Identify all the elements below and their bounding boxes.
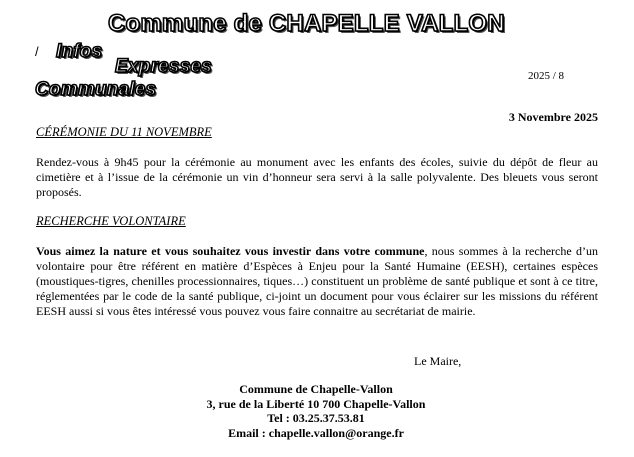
section-text-recherche: , nous sommes à la recherche d’un volontaire pour être référent en matière d’Espèces à Enjeu pour la Santé Humaine (EESH), certaines espèces (moustiques-tigres, chenilles processionnaires, tiques…) constituent un problème de santé publique et sont à ce titre, réglementées par le code de la santé publique, ci-joint un document pour vous éclairer sur les missions du référent EESH aussi si vous êtes intéressé vous pouvez vous faire connaitre au secrétariat de mairie. <box>36 244 598 318</box>
section-lead-recherche: Vous aimez la nature et vous souhaitez vous investir dans votre commune <box>36 244 425 258</box>
signature: Le Maire, <box>414 354 462 368</box>
contact-block <box>140 382 492 440</box>
contact-phone: Tel : 03.25.37.53.81 <box>267 411 365 425</box>
section-heading-recherche: RECHERCHE VOLONTAIRE <box>36 214 186 228</box>
banner-expresses: Expresses <box>115 56 212 77</box>
publication-date: 3 Novembre 2025 <box>508 110 598 124</box>
contact-address: 3, rue de la Liberté 10 700 Chapelle-Vallon <box>206 396 426 411</box>
slash-mark: / <box>35 44 39 59</box>
banner-infos: Infos <box>56 41 103 62</box>
section-body-ceremonie: Rendez-vous à 9h45 pour la cérémonie au monument avec les enfants des écoles, suivie du dépôt de fleur au cimetière et à l’issue de la cérémonie un vin d’honneur sera servi à la salle polyvalente. Des bleuets vous seront proposés. <box>36 155 598 199</box>
section-heading-ceremonie: CÉRÉMONIE DU 11 NOVEMBRE <box>36 125 212 139</box>
contact-email: Email : chapelle.vallon@orange.fr <box>228 425 404 440</box>
issue-number: 2025 / 8 <box>528 70 565 82</box>
document-title: Commune de CHAPELLE VALLON <box>108 10 505 37</box>
contact-name: Commune de Chapelle-Vallon <box>239 382 393 396</box>
section-body-recherche <box>36 244 598 319</box>
banner-communales: Communales <box>35 79 157 100</box>
